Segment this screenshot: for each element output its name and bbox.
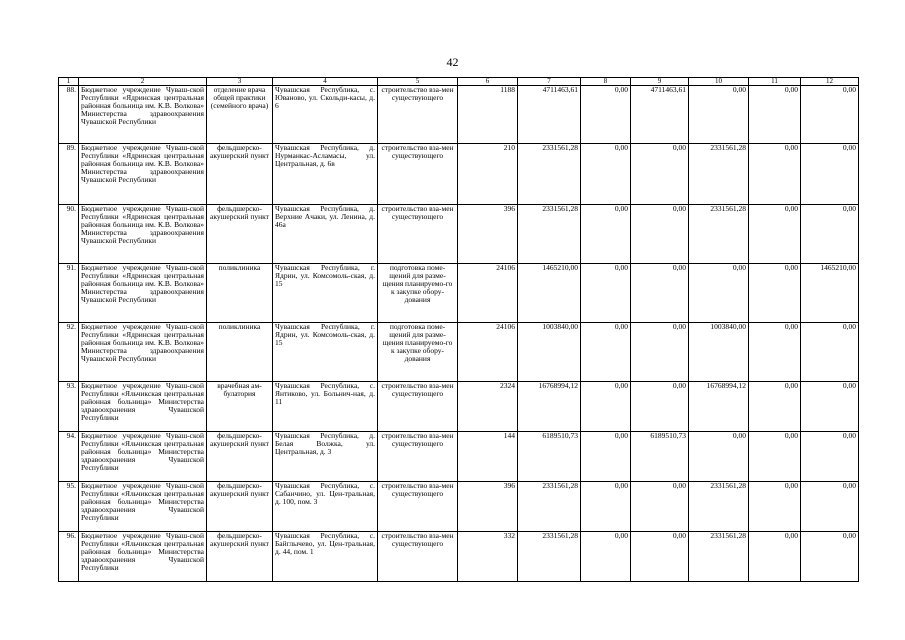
value-col8-cell: 0,00 — [581, 86, 631, 144]
value-col9-cell: 0,00 — [631, 264, 689, 323]
area-cell: 396 — [458, 482, 518, 532]
value-col11-cell: 0,00 — [749, 482, 801, 532]
total-cost-cell: 2331561,28 — [518, 144, 581, 205]
value-col12-cell: 0,00 — [801, 86, 859, 144]
table-row — [59, 382, 859, 432]
area-cell: 144 — [458, 432, 518, 482]
address-cell: Чувашская Республика, д. Нурманкас-Асламасы, ул. Центральная, д. 6в — [273, 144, 378, 205]
value-col11-cell: 0,00 — [749, 323, 801, 382]
area-cell: 24106 — [458, 264, 518, 323]
table-row — [59, 323, 859, 382]
value-col12-cell: 0,00 — [801, 323, 859, 382]
address-cell: Чувашская Республика, с. Юваново, ул. Скольди-касы, д. 6 — [273, 86, 378, 144]
value-col11-cell: 0,00 — [749, 205, 801, 264]
facility-type-cell: врачебная ам-булатория — [207, 382, 273, 432]
facility-type-cell: фельдшерско-акушерский пункт — [207, 482, 273, 532]
work-type-cell: строительство вза-мен существующего — [378, 532, 458, 582]
column-header: 3 — [207, 78, 273, 86]
organization-cell: Бюджетное учреждение Чуваш-ской Республики «Ядринская центральная районная больница им. К.В. Волкова» Министерства здравоохранения Чувашской Республики — [79, 264, 207, 323]
organization-cell: Бюджетное учреждение Чуваш-ской Республики «Ядринская центральная районная больница им. К.В. Волкова» Министерства здравоохранения Чувашской Республики — [79, 323, 207, 382]
table-row — [59, 532, 859, 582]
row-number: 91. — [59, 264, 79, 323]
value-col8-cell: 0,00 — [581, 323, 631, 382]
value-col9-cell: 0,00 — [631, 205, 689, 264]
work-type-cell: подготовка поме-щений для разме-щения планируемо-го к закупке обору-дования — [378, 323, 458, 382]
address-cell: Чувашская Республика, с. Янтиково, ул. Больнич-ная, д. 11 — [273, 382, 378, 432]
organization-cell: Бюджетное учреждение Чуваш-ской Республики «Ядринская центральная районная больница им. К.В. Волкова» Министерства здравоохранения Чувашской Республики — [79, 86, 207, 144]
value-col9-cell: 6189510,73 — [631, 432, 689, 482]
row-number: 93. — [59, 382, 79, 432]
value-col11-cell: 0,00 — [749, 86, 801, 144]
value-col10-cell: 2331561,28 — [689, 144, 749, 205]
row-number: 94. — [59, 432, 79, 482]
work-type-cell: строительство вза-мен существующего — [378, 432, 458, 482]
facility-type-cell: поликлиника — [207, 264, 273, 323]
value-col9-cell: 0,00 — [631, 323, 689, 382]
column-header: 4 — [273, 78, 378, 86]
area-cell: 2324 — [458, 382, 518, 432]
organization-cell: Бюджетное учреждение Чуваш-ской Республики «Яльчикская центральная районная больница» Министерства здравоохранения Чувашской Республики — [79, 382, 207, 432]
value-col8-cell: 0,00 — [581, 144, 631, 205]
total-cost-cell: 4711463,61 — [518, 86, 581, 144]
area-cell: 24106 — [458, 323, 518, 382]
row-number: 95. — [59, 482, 79, 532]
row-number: 90. — [59, 205, 79, 264]
value-col10-cell: 16768994,12 — [689, 382, 749, 432]
address-cell: Чувашская Республика, с. Сабанчино, ул. Цен-тральная, д. 100, пом. 3 — [273, 482, 378, 532]
value-col12-cell: 0,00 — [801, 432, 859, 482]
value-col8-cell: 0,00 — [581, 205, 631, 264]
column-header: 6 — [458, 78, 518, 86]
area-cell: 1188 — [458, 86, 518, 144]
value-col12-cell: 0,00 — [801, 482, 859, 532]
value-col10-cell: 1003840,00 — [689, 323, 749, 382]
facility-type-cell: поликлиника — [207, 323, 273, 382]
address-cell: Чувашская Республика, г. Ядрин, ул. Комсомоль-ская, д. 15 — [273, 323, 378, 382]
work-type-cell: строительство вза-мен существующего — [378, 482, 458, 532]
column-header: 1 — [59, 78, 79, 86]
value-col12-cell: 0,00 — [801, 205, 859, 264]
work-type-cell: строительство вза-мен существующего — [378, 382, 458, 432]
facility-type-cell: фельдшерско-акушерский пункт — [207, 205, 273, 264]
address-cell: Чувашская Республика, г. Ядрин, ул. Комсомоль-ская, д. 15 — [273, 264, 378, 323]
total-cost-cell: 2331561,28 — [518, 532, 581, 582]
row-number: 89. — [59, 144, 79, 205]
value-col12-cell: 0,00 — [801, 144, 859, 205]
value-col10-cell: 2331561,28 — [689, 532, 749, 582]
value-col9-cell: 0,00 — [631, 382, 689, 432]
value-col11-cell: 0,00 — [749, 144, 801, 205]
page-number: 42 — [446, 55, 459, 69]
column-header: 10 — [689, 78, 749, 86]
value-col8-cell: 0,00 — [581, 482, 631, 532]
total-cost-cell: 1465210,00 — [518, 264, 581, 323]
total-cost-cell: 1003840,00 — [518, 323, 581, 382]
organization-cell: Бюджетное учреждение Чуваш-ской Республики «Яльчикская центральная районная больница» Министерства здравоохранения Чувашской Республики — [79, 482, 207, 532]
total-cost-cell: 6189510,73 — [518, 432, 581, 482]
table-row — [59, 144, 859, 205]
facility-type-cell: фельдшерско-акушерский пункт — [207, 532, 273, 582]
area-cell: 210 — [458, 144, 518, 205]
area-cell: 332 — [458, 532, 518, 582]
value-col11-cell: 0,00 — [749, 532, 801, 582]
address-cell: Чувашская Республика, с. Байглычево, ул. Цен-тральная, д. 44, пом. 1 — [273, 532, 378, 582]
work-type-cell: строительство вза-мен существующего — [378, 144, 458, 205]
total-cost-cell: 2331561,28 — [518, 205, 581, 264]
table-row — [59, 86, 859, 144]
work-type-cell: подготовка поме-щений для разме-щения планируемо-го к закупке обору-дования — [378, 264, 458, 323]
table-row — [59, 432, 859, 482]
organization-cell: Бюджетное учреждение Чуваш-ской Республики «Ядринская центральная районная больница им. К.В. Волкова» Министерства здравоохранения Чувашской Республики — [79, 144, 207, 205]
value-col8-cell: 0,00 — [581, 264, 631, 323]
row-number: 88. — [59, 86, 79, 144]
facility-type-cell: фельдшерско-акушерский пункт — [207, 432, 273, 482]
organization-cell: Бюджетное учреждение Чуваш-ской Республики «Яльчикская центральная районная больница» Министерства здравоохранения Чувашской Республики — [79, 532, 207, 582]
value-col8-cell: 0,00 — [581, 382, 631, 432]
table-row — [59, 482, 859, 532]
value-col12-cell: 0,00 — [801, 532, 859, 582]
value-col9-cell: 0,00 — [631, 532, 689, 582]
facility-type-cell: отделение врача общей практики (семейного врача) — [207, 86, 273, 144]
value-col8-cell: 0,00 — [581, 432, 631, 482]
work-type-cell: строительство вза-мен существующего — [378, 86, 458, 144]
column-header: 7 — [518, 78, 581, 86]
row-number: 96. — [59, 532, 79, 582]
column-header: 2 — [79, 78, 207, 86]
table-row — [59, 205, 859, 264]
organization-cell: Бюджетное учреждение Чуваш-ской Республики «Ядринская центральная районная больница им. К.В. Волкова» Министерства здравоохранения Чувашской Республики — [79, 205, 207, 264]
value-col11-cell: 0,00 — [749, 432, 801, 482]
value-col11-cell: 0,00 — [749, 264, 801, 323]
column-header: 8 — [581, 78, 631, 86]
column-header: 12 — [801, 78, 859, 86]
value-col8-cell: 0,00 — [581, 532, 631, 582]
value-col11-cell: 0,00 — [749, 382, 801, 432]
value-col10-cell: 0,00 — [689, 432, 749, 482]
total-cost-cell: 2331561,28 — [518, 482, 581, 532]
value-col9-cell: 4711463,61 — [631, 86, 689, 144]
value-col10-cell: 0,00 — [689, 264, 749, 323]
value-col9-cell: 0,00 — [631, 144, 689, 205]
area-cell: 396 — [458, 205, 518, 264]
value-col12-cell: 1465210,00 — [801, 264, 859, 323]
value-col9-cell: 0,00 — [631, 482, 689, 532]
column-header: 5 — [378, 78, 458, 86]
data-table — [58, 77, 859, 582]
facility-type-cell: фельдшерско-акушерский пункт — [207, 144, 273, 205]
value-col10-cell: 0,00 — [689, 86, 749, 144]
column-header: 11 — [749, 78, 801, 86]
value-col10-cell: 2331561,28 — [689, 205, 749, 264]
address-cell: Чувашская Республика, д. Белая Волжка, ул. Центральная, д. 3 — [273, 432, 378, 482]
value-col12-cell: 0,00 — [801, 382, 859, 432]
column-number-row — [59, 78, 859, 86]
row-number: 92. — [59, 323, 79, 382]
value-col10-cell: 2331561,28 — [689, 482, 749, 532]
organization-cell: Бюджетное учреждение Чуваш-ской Республики «Яльчикская центральная районная больница» Министерства здравоохранения Чувашской Республики — [79, 432, 207, 482]
table-row — [59, 264, 859, 323]
work-type-cell: строительство вза-мен существующего — [378, 205, 458, 264]
total-cost-cell: 16768994,12 — [518, 382, 581, 432]
address-cell: Чувашская Республика, д. Верхние Ачаки, ул. Ленина, д. 46а — [273, 205, 378, 264]
column-header: 9 — [631, 78, 689, 86]
